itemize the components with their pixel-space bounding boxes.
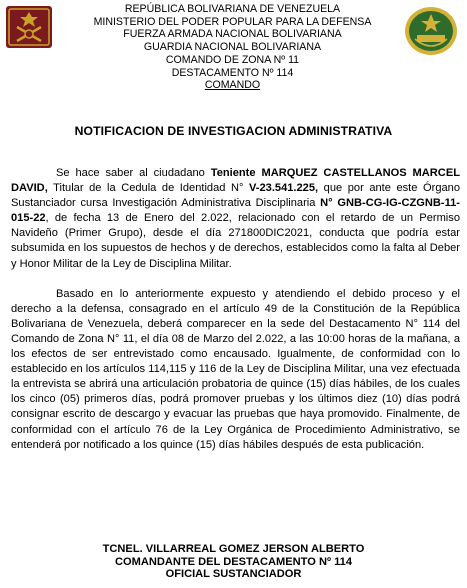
header-line-ministry: MINISTERIO DEL PODER POPULAR PARA LA DEFENSA — [93, 15, 372, 28]
signature-block — [0, 543, 467, 581]
case-number: N° GNB-CG-IG-CZGNB-11-015-22 — [11, 197, 460, 225]
destacamento-badge-icon — [403, 5, 459, 57]
paragraph1-text-a: Se hace saber al ciudadano — [56, 167, 211, 179]
guardia-nacional-emblem-icon — [5, 5, 53, 49]
header-line-country: REPÚBLICA BOLIVARIANA DE VENEZUELA — [124, 3, 341, 15]
paragraph1-text-b: Titular de la Cedula de Identidad N° — [47, 182, 250, 195]
emblem-center — [25, 30, 33, 38]
paragraph1-text-c: que por ante este Órgano Sustanciador cursa Investigación Administrativa Disciplinaria — [11, 182, 460, 210]
document-body — [11, 166, 460, 468]
document-title: NOTIFICACION DE INVESTIGACION ADMINISTRATIVA — [74, 124, 393, 138]
header-line-armed-force: FUERZA ARMADA NACIONAL BOLIVARIANA — [123, 28, 342, 41]
header-line-detachment: DESTACAMENTO Nº 114 — [171, 66, 294, 79]
signatory-name: TCNEL. VILLARREAL GOMEZ JERSON ALBERTO — [102, 543, 365, 555]
recipient-name: Teniente MARQUEZ CASTELLANOS MARCEL DAVID, — [11, 167, 460, 195]
signatory-role: OFICIAL SUSTANCIADOR — [165, 568, 302, 581]
document-header — [60, 3, 405, 92]
paragraph-notification — [11, 166, 460, 272]
header-line-command: COMANDO — [204, 79, 261, 92]
badge-ribbon — [417, 35, 445, 42]
paragraph2-text: Basado en lo anteriormente expuesto y atendiendo el debido proceso y el derecho a la defensa, consagrado en el artículo 49 de la Constitución de la República Bolivariana de Venezuela, deberá comparecer en la sede del Destacamento N° 114 del Comando de Zona N° 11, el día 08 de Marzo del 2.022, a las 10:00 horas de la mañana, a los efectos de ser entrevistado como encausado. Igualmente, de conformidad con lo establecido en los artículos 114,115 y 116 de la Ley de Disciplina Militar, una vez efectuada la entrevista se abrirá una articulación probatoria de quince (15) días hábiles, de los cuales los cinco (05) primeros días, podrá promover pruebas y los últimos diez (10) días podrá consignar escrito de descargo y evacuar las pruebas que haya promovido. Finalmente, de conformidad con el artículo 76 de la Ley Orgánica de Procedimiento Administrativo, se entenderá por notificado a los quince (15) días hábiles después de esta publicación. — [11, 287, 460, 451]
header-line-guard: GUARDIA NACIONAL BOLIVARIANA — [143, 41, 322, 54]
header-line-zone: COMANDO DE ZONA Nº 11 — [165, 53, 300, 66]
paragraph1-text-d: , de fecha 13 de Enero del 2.022, relacionado con el retardo de un Permiso Navideño (Primer Grupo), desde el día 271800DIC2021, conducta que podría estar subsumida en los supuestos de hechos y de derechos, establecidos como la falta al Deber y Honor Militar de la Ley de Disciplina Militar. — [11, 212, 460, 270]
signatory-position: COMANDANTE DEL DESTACAMENTO Nº 114 — [114, 555, 353, 568]
recipient-id: V-23.541.225, — [249, 182, 319, 195]
paragraph-summons — [11, 287, 460, 453]
